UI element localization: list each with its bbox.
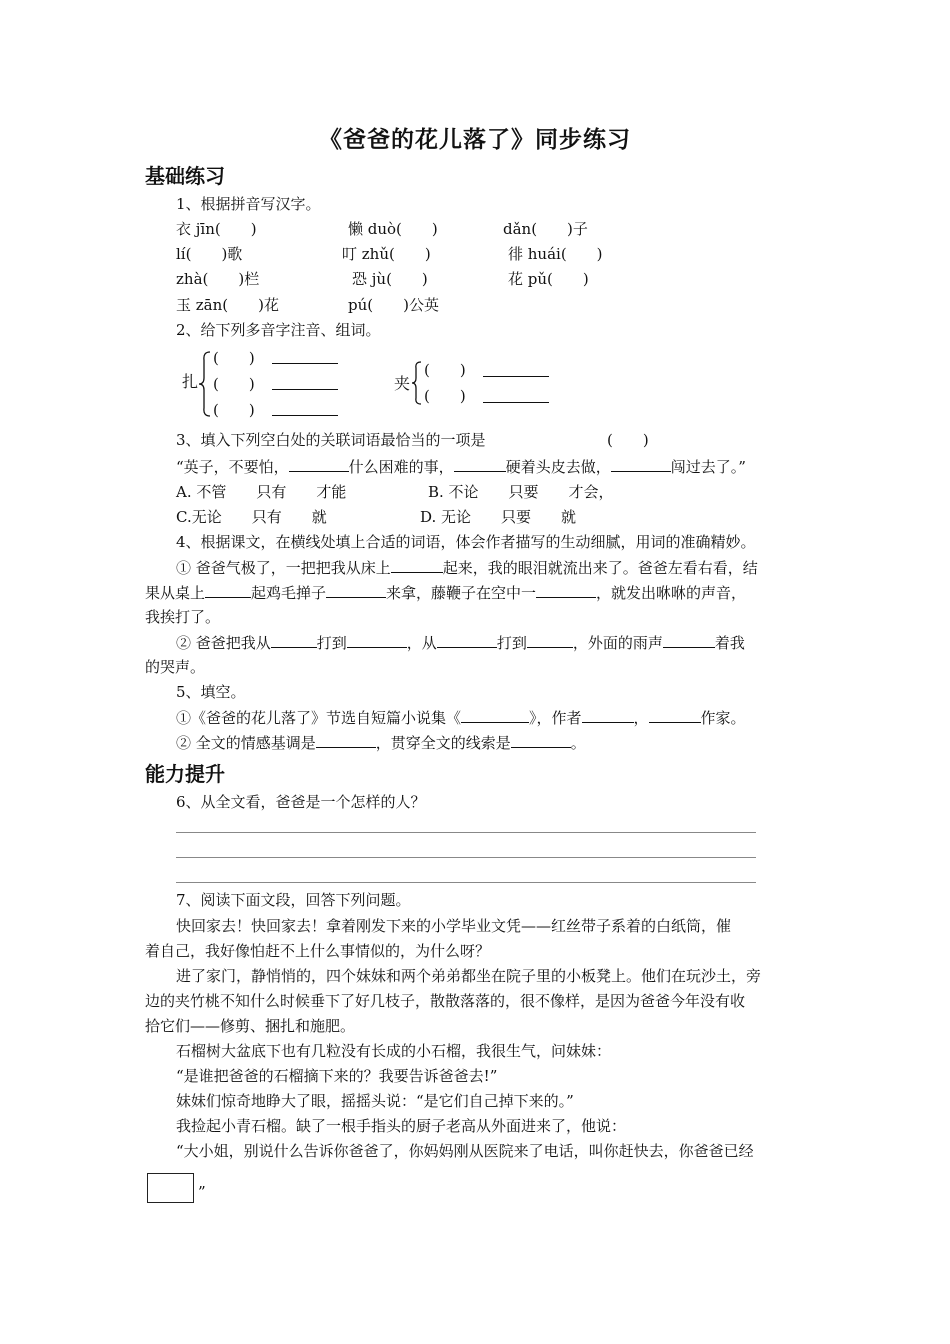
q1-item: pú( )公英 [348,296,439,314]
polyphone-char-zha: 扎 [182,372,199,391]
passage-line: 拾它们——修剪、捆扎和施肥。 [145,1017,356,1035]
answer-line[interactable] [176,882,756,883]
text: 》，作者 [529,709,582,727]
text: ② 爸爸把我从 [176,634,271,652]
option-c[interactable]: C.无论 只有 就 [176,508,327,526]
q1-item: zhà( )栏 [176,270,260,288]
q3-prompt: 3、填入下列空白处的关联词语最恰当的一项是 [176,431,486,449]
fill-blank[interactable] [611,456,671,472]
left-brace-icon [411,360,423,406]
fill-blank[interactable] [536,582,596,598]
polyphone-char-jia: 夹 [394,374,411,393]
text: 打到 [496,634,527,652]
passage-line: 妹妹们惊奇地睁大了眼，摇摇头说：“是它们自己掉下来的。” [176,1092,574,1110]
option-d[interactable]: D. 无论 只要 就 [420,508,577,526]
q6-prompt: 6、从全文看，爸爸是一个怎样的人？ [176,793,426,811]
q4-paragraph-line [145,582,746,603]
pinyin-paren: ( ) [213,349,255,367]
q1-item: 玉 zān( )花 [176,296,279,314]
passage-line: “大小姐，别说什么告诉你爸爸了，你妈妈刚从医院来了电话，叫你赶快去，你爸爸已经 [176,1142,754,1160]
fill-blank[interactable] [649,707,701,723]
quote-text: 硬着头皮去做， [505,458,611,476]
passage-line: 快回家去！快回家去！拿着刚发下来的小学毕业文凭——红丝带子系着的白纸筒，催 [176,917,732,935]
text: 起鸡毛掸子 [251,584,327,602]
fill-blank[interactable] [527,632,573,648]
page-title: 《爸爸的花儿落了》同步练习 [319,127,631,153]
word-blank[interactable] [483,387,549,403]
q5-prompt: 5、填空。 [176,683,246,701]
left-brace-icon [198,350,212,418]
option-a[interactable]: A. 不管 只有 才能 [176,483,347,501]
passage-line: 我捡起小青石榴。缺了一根手指头的厨子老高从外面进来了，他说： [176,1117,627,1135]
fill-blank[interactable] [511,732,571,748]
fill-blank[interactable] [205,582,251,598]
q4-paragraph-line [176,557,758,578]
quote-text: “英子，不要怕， [176,458,289,476]
closing-quote: ” [198,1183,206,1201]
q1-item: 衣 jīn( ) [176,220,257,238]
text: 来拿，藤鞭子在空中一 [386,584,537,602]
section-heading-advanced: 能力提升 [145,762,225,786]
passage-line: 着自己，我好像怕赶不上什么事情似的，为什么呀？ [145,942,491,960]
text: ，外面的雨声 [572,634,663,652]
text: ①《爸爸的花儿落了》节选自短篇小说集《 [176,709,462,727]
q1-item: 懒 duò( ) [348,220,438,238]
text: ，就发出咻咻的声音， [596,584,747,602]
q1-item: 叮 zhǔ( ) [342,245,431,263]
text: 作家。 [700,709,746,727]
q1-item: 徘 huái( ) [508,245,603,263]
q4-paragraph-line: 我挨打了。 [145,608,221,626]
fill-blank[interactable] [454,456,506,472]
answer-box[interactable] [147,1173,194,1203]
q1-item: dǎn( )子 [503,220,588,238]
pinyin-paren: ( ) [424,387,466,405]
text: 。 [570,734,586,752]
answer-line[interactable] [176,832,756,833]
answer-line[interactable] [176,857,756,858]
text: 果从桌上 [145,584,206,602]
passage-line: 进了家门，静悄悄的，四个妹妹和两个弟弟都坐在院子里的小板凳上。他们在玩沙土，旁 [176,967,762,985]
quote-text: 什么困难的事， [348,458,454,476]
word-blank[interactable] [483,361,549,377]
text: ，贯穿全文的线索是 [375,734,511,752]
q2-prompt: 2、给下列多音字注音、组词。 [176,321,381,339]
text: 着我 [714,634,745,652]
text: ， [633,709,649,727]
word-blank[interactable] [272,348,338,364]
word-blank[interactable] [272,400,338,416]
text: 起来，我的眼泪就流出来了。爸爸左看右看，结 [442,559,758,577]
q3-quote [176,456,746,477]
passage-line: 边的夹竹桃不知什么时候垂下了好几枝子，散散落落的，很不像样，是因为爸爸今年没有收 [145,992,746,1010]
pinyin-paren: ( ) [213,375,255,393]
fill-blank[interactable] [289,456,349,472]
pinyin-paren: ( ) [424,361,466,379]
fill-blank[interactable] [316,732,376,748]
q7-prompt: 7、阅读下面文段，回答下列问题。 [176,891,411,909]
q3-answer-paren[interactable]: ( ) [607,431,649,449]
option-b[interactable]: B. 不论 只要 才会， [428,483,614,501]
text: ① 爸爸气极了，一把把我从床上 [176,559,391,577]
fill-blank[interactable] [437,632,497,648]
section-heading-basic: 基础练习 [145,164,225,188]
pinyin-paren: ( ) [213,401,255,419]
fill-blank[interactable] [326,582,386,598]
fill-blank[interactable] [271,632,317,648]
q4-paragraph-line [176,632,745,653]
q1-prompt: 1、根据拼音写汉字。 [176,195,321,213]
passage-line: 石榴树大盆底下也有几粒没有长成的小石榴，我很生气，问妹妹： [176,1042,612,1060]
fill-blank[interactable] [663,632,715,648]
q5-line [176,732,586,753]
text: ，从 [406,634,437,652]
q1-item: lí( )歌 [176,245,243,263]
q4-prompt: 4、根据课文，在横线处填上合适的词语，体会作者描写的生动细腻，用词的准确精妙。 [176,533,756,551]
fill-blank[interactable] [582,707,634,723]
q4-paragraph-line: 的哭声。 [145,658,206,676]
fill-blank[interactable] [347,632,407,648]
q1-item: 花 pǔ( ) [508,270,589,288]
q1-item: 恐 jù( ) [352,270,428,288]
q5-line [176,707,746,728]
fill-blank[interactable] [461,707,529,723]
quote-text: 闯过去了。” [670,458,746,476]
text: 打到 [316,634,347,652]
passage-line: “是谁把爸爸的石榴摘下来的？我要告诉爸爸去!” [176,1067,498,1085]
fill-blank[interactable] [391,557,443,573]
word-blank[interactable] [272,374,338,390]
text: ② 全文的情感基调是 [176,734,316,752]
